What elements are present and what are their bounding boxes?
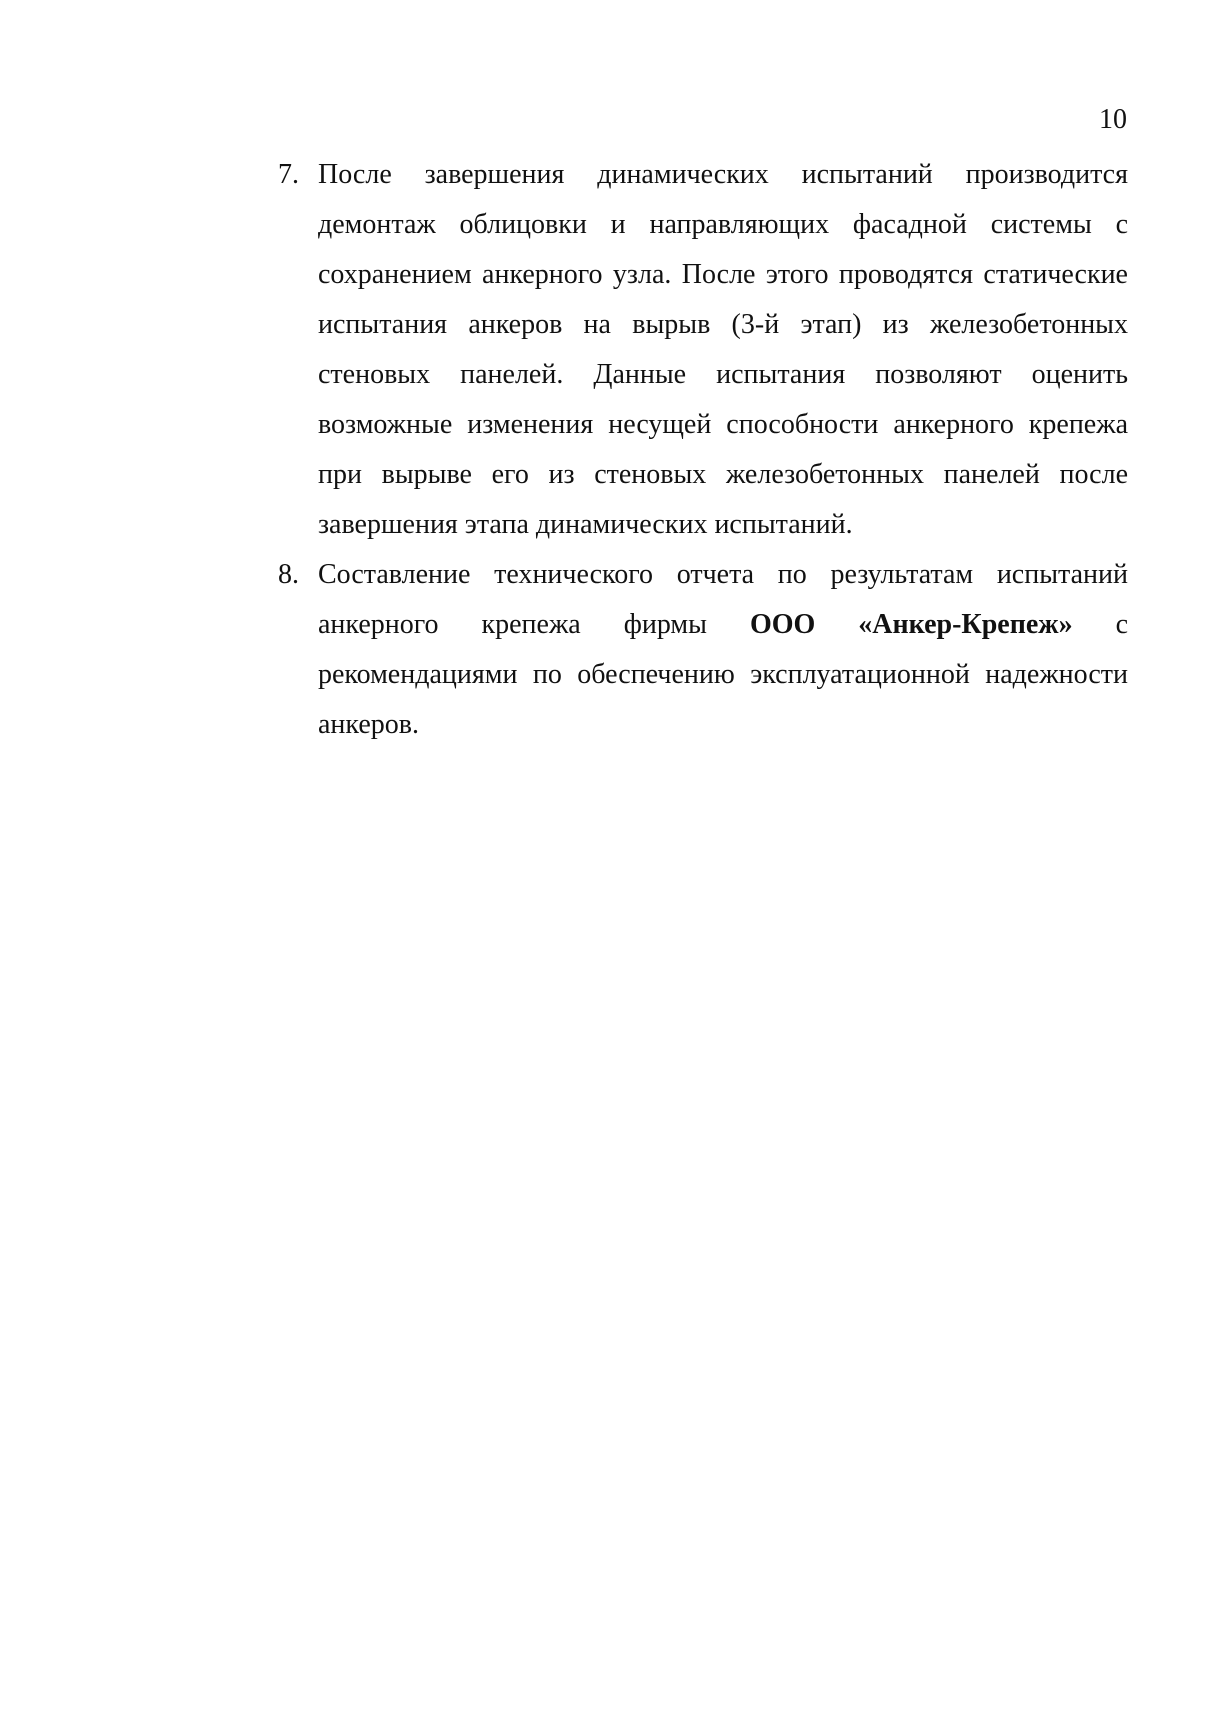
company-name: ООО «Анкер-Крепеж» [749,609,1073,640]
list-item-text-before: Составление технического отчета по результатам испытаний анкерного крепежа фирмы [318,559,1128,640]
list-item-text: После завершения динамических испытаний производится демонтаж облицовки и направляющих фасадной системы с сохранением анкерного узла. После этого проводятся статические испытания анкеров на вырыв (3-й этап) из железобетонных стеновых панелей. Данные испытания позволяют оценить возможные изменения несущей способности анкерного крепежа при вырыве его из стеновых железобетонных панелей после завершения этапа динамических испытаний. [318,159,1128,540]
page-number: 10 [1099,104,1127,135]
list-item-8 [278,550,1128,750]
numbered-list [278,150,1128,750]
list-item-number: 8. [278,559,299,590]
list-item-text-after: с рекомендациями по обеспечению эксплуатационной надежности анкеров. [318,609,1128,740]
list-item-number: 7. [278,159,299,190]
list-item-7 [278,150,1128,550]
